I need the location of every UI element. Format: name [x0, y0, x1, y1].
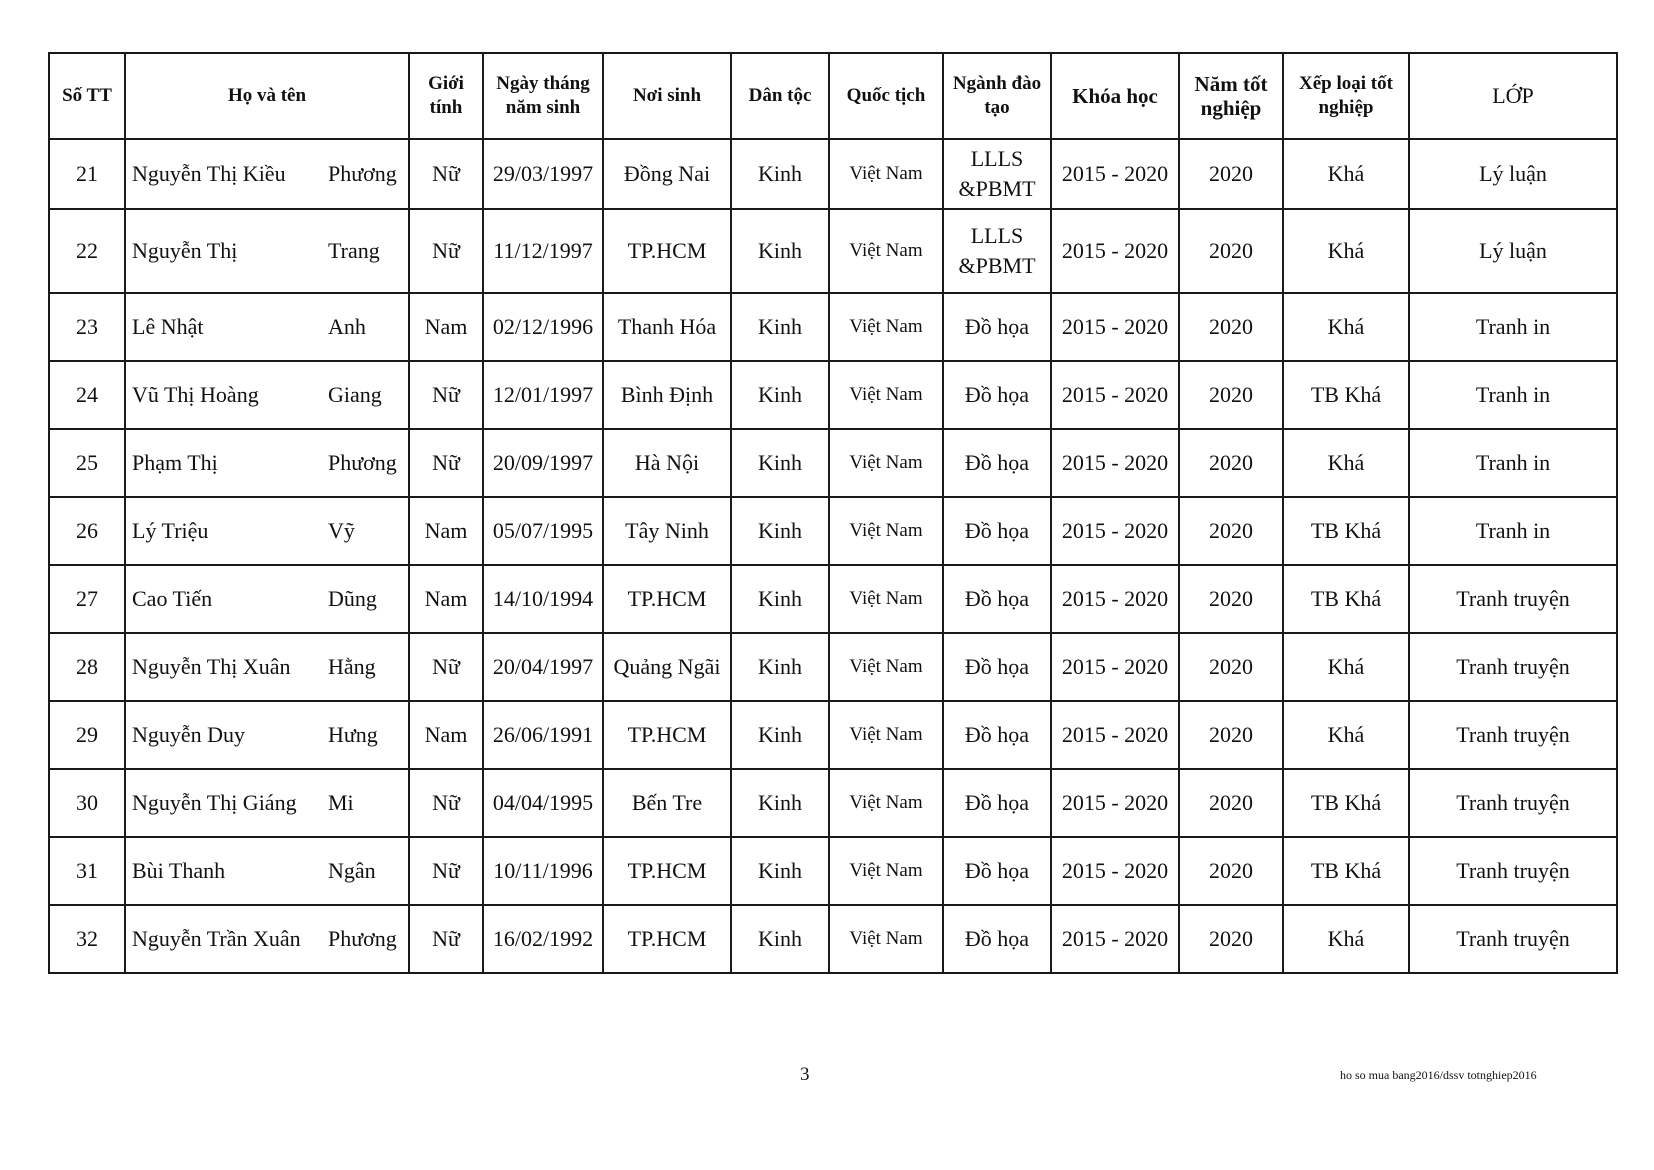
cell-course: 2015 - 2020	[1051, 497, 1179, 565]
cell-course: 2015 - 2020	[1051, 293, 1179, 361]
table-row	[49, 429, 1617, 497]
surname-middle: Nguyễn Duy	[132, 722, 246, 747]
cell-nationality: Việt Nam	[829, 905, 943, 973]
given-name: Giang	[328, 382, 382, 407]
given-name: Phương	[328, 161, 397, 186]
cell-class: Lý luận	[1409, 209, 1617, 293]
cell-class: Lý luận	[1409, 139, 1617, 209]
cell-birthplace: Đồng Nai	[603, 139, 731, 209]
cell-stt: 28	[49, 633, 125, 701]
cell-grad-year: 2020	[1179, 361, 1283, 429]
cell-grad-year: 2020	[1179, 701, 1283, 769]
cell-dob: 04/04/1995	[483, 769, 603, 837]
full-name	[132, 448, 402, 478]
cell-course: 2015 - 2020	[1051, 209, 1179, 293]
cell-grad-year: 2020	[1179, 497, 1283, 565]
cell-gender: Nữ	[409, 139, 483, 209]
full-name	[132, 584, 402, 614]
cell-dob: 11/12/1997	[483, 209, 603, 293]
cell-birthplace: Bình Định	[603, 361, 731, 429]
cell-name	[125, 497, 409, 565]
cell-stt: 22	[49, 209, 125, 293]
full-name	[132, 924, 402, 954]
header-name: Họ và tên	[125, 53, 409, 139]
cell-rank: Khá	[1283, 293, 1409, 361]
cell-gender: Nữ	[409, 769, 483, 837]
footer-file-path: ho so mua bang2016/dssv totnghiep2016	[1340, 1068, 1537, 1082]
cell-name	[125, 209, 409, 293]
cell-grad-year: 2020	[1179, 209, 1283, 293]
cell-gender: Nữ	[409, 429, 483, 497]
full-name	[132, 380, 402, 410]
cell-birthplace: TP.HCM	[603, 209, 731, 293]
cell-name	[125, 633, 409, 701]
full-name	[132, 720, 402, 750]
cell-course: 2015 - 2020	[1051, 429, 1179, 497]
cell-nationality: Việt Nam	[829, 209, 943, 293]
given-name: Vỹ	[328, 518, 355, 543]
cell-nationality: Việt Nam	[829, 293, 943, 361]
page-number: 3	[800, 1064, 810, 1085]
cell-course: 2015 - 2020	[1051, 361, 1179, 429]
cell-grad-year: 2020	[1179, 139, 1283, 209]
cell-rank: Khá	[1283, 905, 1409, 973]
given-name: Hưng	[328, 722, 378, 747]
surname-middle: Nguyễn Trần Xuân	[132, 926, 301, 951]
cell-rank: TB Khá	[1283, 769, 1409, 837]
given-name: Anh	[328, 314, 366, 339]
cell-dob: 05/07/1995	[483, 497, 603, 565]
cell-gender: Nam	[409, 293, 483, 361]
cell-dob: 16/02/1992	[483, 905, 603, 973]
cell-ethnicity: Kinh	[731, 565, 829, 633]
cell-class: Tranh truyện	[1409, 837, 1617, 905]
surname-middle: Vũ Thị Hoàng	[132, 382, 259, 407]
surname-middle: Cao Tiến	[132, 586, 213, 611]
cell-name	[125, 293, 409, 361]
cell-course: 2015 - 2020	[1051, 701, 1179, 769]
cell-course: 2015 - 2020	[1051, 139, 1179, 209]
cell-dob: 12/01/1997	[483, 361, 603, 429]
surname-middle: Phạm Thị	[132, 450, 218, 475]
cell-grad-year: 2020	[1179, 293, 1283, 361]
surname-middle: Bùi Thanh	[132, 858, 226, 883]
cell-name	[125, 361, 409, 429]
table-row	[49, 293, 1617, 361]
cell-major: Đồ họa	[943, 429, 1051, 497]
cell-gender: Nam	[409, 497, 483, 565]
cell-stt: 26	[49, 497, 125, 565]
surname-middle: Nguyễn Thị Xuân	[132, 654, 291, 679]
cell-grad-year: 2020	[1179, 429, 1283, 497]
cell-stt: 31	[49, 837, 125, 905]
cell-major: LLLS &PBMT	[943, 209, 1051, 293]
cell-dob: 14/10/1994	[483, 565, 603, 633]
cell-class: Tranh in	[1409, 293, 1617, 361]
cell-grad-year: 2020	[1179, 565, 1283, 633]
cell-rank: TB Khá	[1283, 565, 1409, 633]
cell-birthplace: Tây Ninh	[603, 497, 731, 565]
cell-major: Đồ họa	[943, 701, 1051, 769]
table-row	[49, 497, 1617, 565]
cell-name	[125, 701, 409, 769]
cell-name	[125, 905, 409, 973]
full-name	[132, 856, 402, 886]
surname-middle: Lê Nhật	[132, 314, 204, 339]
cell-grad-year: 2020	[1179, 837, 1283, 905]
table-row	[49, 139, 1617, 209]
cell-dob: 29/03/1997	[483, 139, 603, 209]
full-name	[132, 652, 402, 682]
table-header	[49, 53, 1617, 139]
header-course: Khóa học	[1051, 53, 1179, 139]
cell-stt: 32	[49, 905, 125, 973]
cell-ethnicity: Kinh	[731, 905, 829, 973]
header-row	[49, 53, 1617, 139]
cell-stt: 27	[49, 565, 125, 633]
surname-middle: Nguyễn Thị	[132, 238, 238, 263]
cell-name	[125, 429, 409, 497]
cell-nationality: Việt Nam	[829, 429, 943, 497]
cell-major: Đồ họa	[943, 633, 1051, 701]
cell-birthplace: TP.HCM	[603, 837, 731, 905]
cell-major: Đồ họa	[943, 497, 1051, 565]
header-major: Ngành đào tạo	[943, 53, 1051, 139]
full-name	[132, 159, 402, 189]
cell-nationality: Việt Nam	[829, 361, 943, 429]
cell-rank: TB Khá	[1283, 361, 1409, 429]
full-name	[132, 516, 402, 546]
header-class: LỚP	[1409, 53, 1617, 139]
cell-class: Tranh in	[1409, 497, 1617, 565]
cell-rank: Khá	[1283, 429, 1409, 497]
cell-nationality: Việt Nam	[829, 565, 943, 633]
cell-ethnicity: Kinh	[731, 209, 829, 293]
cell-class: Tranh in	[1409, 361, 1617, 429]
given-name: Ngân	[328, 858, 376, 883]
cell-class: Tranh truyện	[1409, 905, 1617, 973]
cell-name	[125, 565, 409, 633]
header-stt: Số TT	[49, 53, 125, 139]
cell-major: Đồ họa	[943, 905, 1051, 973]
cell-birthplace: Hà Nội	[603, 429, 731, 497]
cell-name	[125, 139, 409, 209]
full-name	[132, 236, 402, 266]
cell-name	[125, 837, 409, 905]
cell-class: Tranh truyện	[1409, 701, 1617, 769]
cell-gender: Nam	[409, 701, 483, 769]
cell-ethnicity: Kinh	[731, 837, 829, 905]
cell-ethnicity: Kinh	[731, 293, 829, 361]
header-grad-year: Năm tốt nghiệp	[1179, 53, 1283, 139]
cell-dob: 10/11/1996	[483, 837, 603, 905]
cell-dob: 20/04/1997	[483, 633, 603, 701]
cell-gender: Nữ	[409, 837, 483, 905]
cell-rank: TB Khá	[1283, 837, 1409, 905]
cell-birthplace: Quảng Ngãi	[603, 633, 731, 701]
cell-grad-year: 2020	[1179, 633, 1283, 701]
cell-ethnicity: Kinh	[731, 361, 829, 429]
cell-nationality: Việt Nam	[829, 139, 943, 209]
header-birthplace: Nơi sinh	[603, 53, 731, 139]
cell-nationality: Việt Nam	[829, 769, 943, 837]
full-name	[132, 788, 402, 818]
cell-major: LLLS &PBMT	[943, 139, 1051, 209]
cell-ethnicity: Kinh	[731, 429, 829, 497]
cell-course: 2015 - 2020	[1051, 905, 1179, 973]
cell-nationality: Việt Nam	[829, 701, 943, 769]
cell-ethnicity: Kinh	[731, 769, 829, 837]
cell-stt: 29	[49, 701, 125, 769]
header-gender: Giới tính	[409, 53, 483, 139]
header-dob: Ngày tháng năm sinh	[483, 53, 603, 139]
cell-nationality: Việt Nam	[829, 497, 943, 565]
cell-gender: Nam	[409, 565, 483, 633]
table-row	[49, 837, 1617, 905]
header-rank: Xếp loại tốt nghiệp	[1283, 53, 1409, 139]
cell-ethnicity: Kinh	[731, 633, 829, 701]
cell-class: Tranh in	[1409, 429, 1617, 497]
surname-middle: Lý Triệu	[132, 518, 209, 543]
given-name: Dũng	[328, 586, 377, 611]
cell-major: Đồ họa	[943, 837, 1051, 905]
cell-major: Đồ họa	[943, 769, 1051, 837]
header-nationality: Quốc tịch	[829, 53, 943, 139]
cell-rank: Khá	[1283, 139, 1409, 209]
cell-course: 2015 - 2020	[1051, 837, 1179, 905]
cell-class: Tranh truyện	[1409, 769, 1617, 837]
cell-class: Tranh truyện	[1409, 633, 1617, 701]
given-name: Trang	[328, 238, 380, 263]
given-name: Hằng	[328, 654, 376, 679]
cell-birthplace: TP.HCM	[603, 565, 731, 633]
table-row	[49, 209, 1617, 293]
cell-nationality: Việt Nam	[829, 633, 943, 701]
cell-stt: 23	[49, 293, 125, 361]
cell-rank: TB Khá	[1283, 497, 1409, 565]
cell-dob: 20/09/1997	[483, 429, 603, 497]
given-name: Phương	[328, 450, 397, 475]
table-row	[49, 361, 1617, 429]
table-row	[49, 565, 1617, 633]
cell-dob: 02/12/1996	[483, 293, 603, 361]
cell-rank: Khá	[1283, 209, 1409, 293]
cell-class: Tranh truyện	[1409, 565, 1617, 633]
surname-middle: Nguyễn Thị Giáng	[132, 790, 297, 815]
cell-birthplace: Bến Tre	[603, 769, 731, 837]
cell-course: 2015 - 2020	[1051, 769, 1179, 837]
given-name: Phương	[328, 926, 397, 951]
cell-ethnicity: Kinh	[731, 139, 829, 209]
given-name: Mi	[328, 790, 354, 815]
table-row	[49, 769, 1617, 837]
cell-ethnicity: Kinh	[731, 497, 829, 565]
cell-grad-year: 2020	[1179, 905, 1283, 973]
cell-stt: 25	[49, 429, 125, 497]
cell-birthplace: TP.HCM	[603, 905, 731, 973]
cell-gender: Nữ	[409, 633, 483, 701]
cell-stt: 21	[49, 139, 125, 209]
cell-grad-year: 2020	[1179, 769, 1283, 837]
header-ethnicity: Dân tộc	[731, 53, 829, 139]
full-name	[132, 312, 402, 342]
cell-rank: Khá	[1283, 633, 1409, 701]
cell-birthplace: Thanh Hóa	[603, 293, 731, 361]
table-row	[49, 905, 1617, 973]
graduate-table	[48, 52, 1618, 974]
cell-dob: 26/06/1991	[483, 701, 603, 769]
cell-gender: Nữ	[409, 209, 483, 293]
cell-gender: Nữ	[409, 361, 483, 429]
cell-rank: Khá	[1283, 701, 1409, 769]
cell-major: Đồ họa	[943, 361, 1051, 429]
surname-middle: Nguyễn Thị Kiều	[132, 161, 286, 186]
cell-course: 2015 - 2020	[1051, 633, 1179, 701]
cell-stt: 24	[49, 361, 125, 429]
table-row	[49, 633, 1617, 701]
table-row	[49, 701, 1617, 769]
cell-name	[125, 769, 409, 837]
cell-major: Đồ họa	[943, 565, 1051, 633]
cell-course: 2015 - 2020	[1051, 565, 1179, 633]
cell-gender: Nữ	[409, 905, 483, 973]
cell-birthplace: TP.HCM	[603, 701, 731, 769]
cell-ethnicity: Kinh	[731, 701, 829, 769]
cell-stt: 30	[49, 769, 125, 837]
cell-nationality: Việt Nam	[829, 837, 943, 905]
cell-major: Đồ họa	[943, 293, 1051, 361]
table-body	[49, 139, 1617, 973]
